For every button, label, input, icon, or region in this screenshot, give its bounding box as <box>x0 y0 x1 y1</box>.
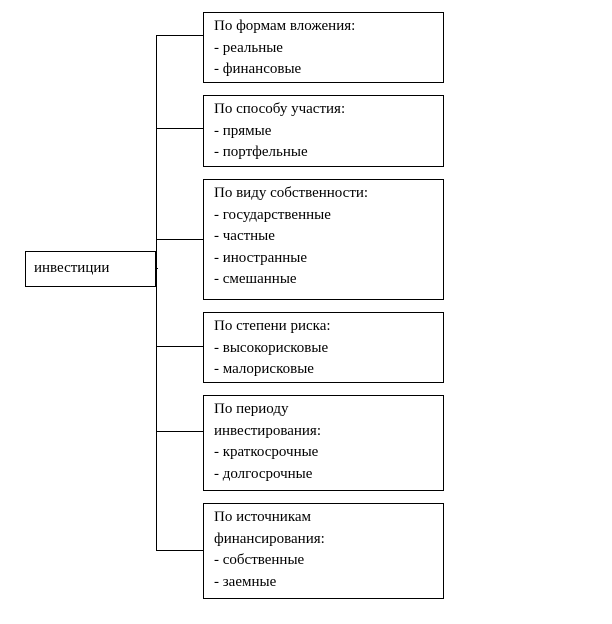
category-item: - реальные <box>214 39 283 56</box>
branch-line-1 <box>156 35 203 36</box>
category-item: - краткосрочные <box>214 444 319 460</box>
category-box-period <box>203 395 444 491</box>
category-box-participation <box>203 95 444 167</box>
branch-line-6 <box>156 550 203 551</box>
branch-line-2 <box>156 128 203 129</box>
category-title: По периоду <box>214 401 289 417</box>
category-item: - долгосрочные <box>214 465 313 482</box>
category-item: - высокорисковые <box>214 339 329 356</box>
category-box-risk <box>203 312 444 383</box>
category-box-ownership <box>203 179 444 300</box>
category-item: - государственные <box>214 206 331 223</box>
root-node-label: инвестиции <box>34 260 110 276</box>
category-title: По способу участия: <box>214 101 346 117</box>
category-item: - заемные <box>214 573 277 590</box>
root-node-box <box>25 251 156 287</box>
category-item: - смешанные <box>214 271 297 287</box>
category-title: По источникам <box>214 509 312 525</box>
category-title: По формам вложения: <box>214 18 356 34</box>
category-box-forms <box>203 12 444 83</box>
category-title: По степени риска: <box>214 318 331 334</box>
category-item: - собственные <box>214 552 305 568</box>
category-item: - прямые <box>214 122 272 139</box>
category-item: - иностранные <box>214 249 308 266</box>
category-title: По виду собственности: <box>214 185 369 201</box>
category-item: - малорисковые <box>214 361 314 377</box>
branch-line-3 <box>156 239 203 240</box>
branch-line-5 <box>156 431 203 432</box>
category-title: финансирования: <box>214 530 325 547</box>
category-title: инвестирования: <box>214 422 321 439</box>
category-item: - частные <box>214 228 275 244</box>
category-item: - портфельные <box>214 144 308 160</box>
category-box-funding-sources <box>203 503 444 599</box>
category-item: - финансовые <box>214 61 302 77</box>
vertical-trunk-line <box>156 35 157 550</box>
branch-line-4 <box>156 346 203 347</box>
